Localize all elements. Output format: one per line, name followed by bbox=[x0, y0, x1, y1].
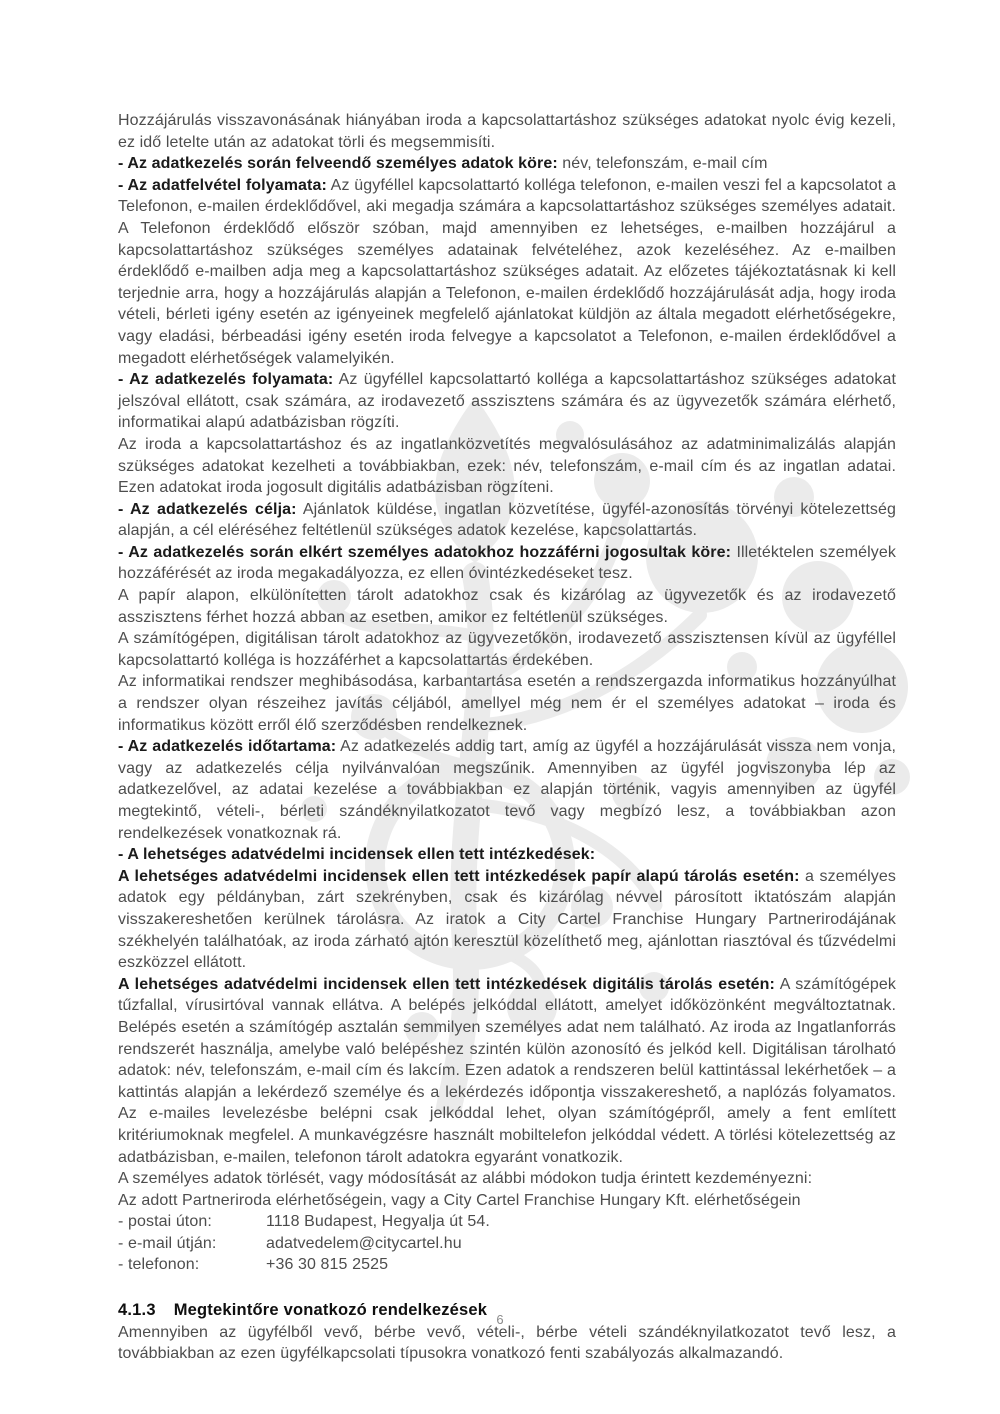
paragraph bbox=[118, 434, 896, 499]
closing-paragraph: Amennyiben az ügyfélből vevő, bérbe vevő, vételi-, bérbe vételi szándéknyilatkozatot tevő lesz, a továbbiakban az ezen ügyfélkapcsolati típusokra vonatkozó fenti szabályozás alkalmazandó. bbox=[118, 1323, 896, 1363]
contact-method-label: - telefonon: bbox=[118, 1256, 200, 1274]
paragraph bbox=[118, 499, 896, 542]
contact-row-email bbox=[118, 1233, 896, 1255]
paragraph-bold-leadin: - A lehetséges adatvédelmi incidensek ellen tett intézkedések: bbox=[118, 846, 596, 864]
phone-number-value: +36 30 815 2525 bbox=[266, 1256, 389, 1274]
email-address-value: adatvedelem@citycartel.hu bbox=[266, 1234, 462, 1252]
contact-method-label: - postai úton: bbox=[118, 1213, 212, 1231]
paragraph-text: név, telefonszám, e-mail cím bbox=[557, 155, 768, 173]
contact-row-phone bbox=[118, 1254, 896, 1276]
paragraph-bold-leadin: - Az adatfelvétel folyamata: bbox=[118, 176, 327, 194]
paragraph-text: Az adott Partneriroda elérhetőségein, vagy a City Cartel Franchise Hungary Kft. elérhetőségein bbox=[118, 1191, 801, 1209]
paragraph bbox=[118, 736, 896, 844]
paragraph bbox=[118, 628, 896, 671]
paragraph-text: A számítógépen, digitálisan tárolt adatokhoz az ügyvezetőkön, irodavezető asszisztensen kívül az ügyféllel kapcsolattartó kolléga is hozzáférhet a kapcsolattartás érdekében. bbox=[118, 630, 896, 669]
paragraph-text: Az ügyféllel kapcsolattartó kolléga telefonon, e-mailen veszi fel a kapcsolatot a Telefonon, e-mailen érdeklődővel, aki megadja számára a kapcsolattartáshoz szükséges személyes adatait. A Telefonon érdeklődő először szóban, majd amennyiben ez lehetséges, e-mailben hozzájárul a kapcsolattartáshoz szükséges személyes adatainak felvételéhez, azok kezeléséhez. Az e-mailben érdeklődő e-mailben adja meg a kapcsolattartáshoz szükséges adatait. Az előzetes tájékoztatásnak ki kell terjednie arra, hogy a hozzájárulás alapján a Telefonon, e-mailen érdeklődő hozzájárulását adja, hogy iroda vételi, bérleti igény esetén az igényeinek megfelelő ajánlatokat küldjön az általa megadott elérhetőségekre, vagy eladási, bérbeadási igény esetén iroda felvegye a kapcsolatot a Telefonon, e-mailen érdeklődővel a megadott elérhetőségek valamelyikén. bbox=[118, 176, 896, 367]
paragraph-text: Az informatikai rendszer meghibásodása, karbantartása esetén a rendszergazda informatikus hozzányúlhat a rendszer olyan részeihez javítás céljából, amellyel még nem ér el személyes adatokat – iroda és informatikus között erről élő szerződésben rendelkeznek. bbox=[118, 673, 896, 734]
paragraph-text: Az iroda a kapcsolattartáshoz és az ingatlanközvetítés megvalósulásához az adatminimalizálás alapján szükséges adatokat kezelheti a továbbiakban, ezek: név, telefonszám, e-mail cím és az ingatlan adatai. Ezen adatokat iroda jogosult digitális adatbázisban rögzíteni. bbox=[118, 435, 896, 497]
paragraph bbox=[118, 974, 896, 1168]
paragraph-bold-leadin: - Az adatkezelés során elkért személyes adatokhoz hozzáférni jogosultak köre: bbox=[118, 543, 732, 561]
paragraph bbox=[118, 175, 896, 369]
paragraph bbox=[118, 110, 896, 153]
paragraph bbox=[118, 153, 896, 175]
paragraph bbox=[118, 844, 896, 866]
paragraph-text: A papír alapon, elkülönítetten tárolt adatokhoz csak és kizárólag az ügyvezetők és az irodavezető asszisztens férhet hozzá abban az esetben, amikor ez feltétlenül szükséges. bbox=[118, 587, 896, 626]
paragraph-bold-leadin: - Az adatkezelés során felveendő személyes adatok köre: bbox=[118, 155, 558, 173]
contact-row-postal bbox=[118, 1211, 896, 1233]
paragraph-text: A számítógépek tűzfallal, vírusirtóval vannak ellátva. A belépés jelkóddal ellátott, amelyet időközönként megváltoztatnak. Belépés esetén a számítógép asztalán semmilyen személyes adat nem található. Az iroda az Ingatlanforrás rendszerét használja, amelybe való belépéshez szintén külön azonosító és jelkód kell. Digitálisan tárolható adatok: név, telefonszám, e-mail cím és lakcím. Ezen adatok a rendszeren belül kattintással lekérhetőek – a kattintás alapján a lekérdező személye és a lekérdezés időpontja visszakereshető, a naplózás folyamatos. Az e-mailes levelezésbe belépni csak jelkóddal lehet, olyan számítógépről, amely a fent említett kritériumoknak megfelel. A munkavégzésre használt mobiltelefon jelkóddal védett. A törlési kötelezettség az adatbázisban, e-mailen, telefonon tárolt adatokra egyaránt vonatkozik. bbox=[118, 975, 897, 1166]
paragraph-text: a személyes adatok egy példányban, zárt szekrényben, csak és kizárólag névvel párosított iktatószám alapján visszakereshetően kerülnek tárolásra. Az iratok a City Cartel Franchise Hungary Partnerirodájának székhelyén találhatóak, az iroda zárható ajtón keresztül közelíthető meg, ajánlottan riasztóval és tűzvédelmi eszközzel ellátott. bbox=[118, 867, 896, 972]
paragraph-text: Ajánlatok küldése, ingatlan közvetítése, ügyfél-azonosítás törvényi kötelezettség alapján, a cél eléréséhez feltétlenül szükséges adatok kezelése, kapcsolattartás. bbox=[118, 500, 896, 540]
paragraph-text: Illetéktelen személyek hozzáférését az iroda megakadályozza, ez ellen óvintézkedéseket tesz. bbox=[118, 543, 896, 583]
paragraph bbox=[118, 585, 896, 628]
paragraph-text: Az ügyféllel kapcsolattartó kolléga a kapcsolattartáshoz szükséges adatokat jelszóval ellátott, csak számára, az irodavezető asszisztens számára és az ügyvezetők számára elérhető, informatikai alapú adatbázisban rögzíti. bbox=[118, 371, 896, 432]
paragraph-bold-leadin: - Az adatkezelés folyamata: bbox=[118, 371, 334, 389]
contact-method-label: - e-mail útján: bbox=[118, 1234, 217, 1252]
paragraph-text: Az adatkezelés addig tart, amíg az ügyfél a hozzájárulását vissza nem vonja, vagy az adatkezelés célja nyilvánvalóan megszűnik. Amennyiben az ügyfél jogviszonyba lép az adatkezelővel, az adatai kezelése a továbbiakban ez alapján történik, vagyis amennyiben az ügyfél megtekintő, vételi-, bérleti szándéknyilatkozatot tevő vagy megbízó lesz, a továbbiakban azon rendelkezések vonatkoznak rá. bbox=[118, 738, 896, 842]
paragraph-bold-leadin: A lehetséges adatvédelmi incidensek ellen tett intézkedések papír alapú tárolás esetén: bbox=[118, 867, 800, 885]
section-number: 4.1.3 bbox=[118, 1301, 156, 1320]
paragraph bbox=[118, 369, 896, 434]
document-body bbox=[118, 110, 896, 1365]
paragraph bbox=[118, 542, 896, 585]
paragraph bbox=[118, 866, 896, 974]
paragraph-bold-leadin: - Az adatkezelés célja: bbox=[118, 500, 297, 518]
paragraph-bold-leadin: - Az adatkezelés időtartama: bbox=[118, 738, 337, 756]
paragraph-text: A személyes adatok törlését, vagy módosítását az alábbi módokon tudja érintett kezdeményezni: bbox=[118, 1170, 813, 1188]
paragraph bbox=[118, 1168, 896, 1190]
section-title: Megtekintőre vonatkozó rendelkezések bbox=[173, 1301, 488, 1320]
paragraph-bold-leadin: A lehetséges adatvédelmi incidensek ellen tett intézkedések digitális tárolás esetén: bbox=[118, 975, 775, 993]
postal-address-value: 1118 Budapest, Hegyalja út 54. bbox=[266, 1213, 490, 1231]
paragraph-text: Hozzájárulás visszavonásának hiányában iroda a kapcsolattartáshoz szükséges adatokat nyolc évig kezeli, ez idő letelte után az adatokat törli és megsemmisíti. bbox=[118, 112, 896, 151]
page-number: 6 bbox=[496, 1312, 504, 1327]
paragraph bbox=[118, 1190, 896, 1212]
paragraph bbox=[118, 671, 896, 736]
